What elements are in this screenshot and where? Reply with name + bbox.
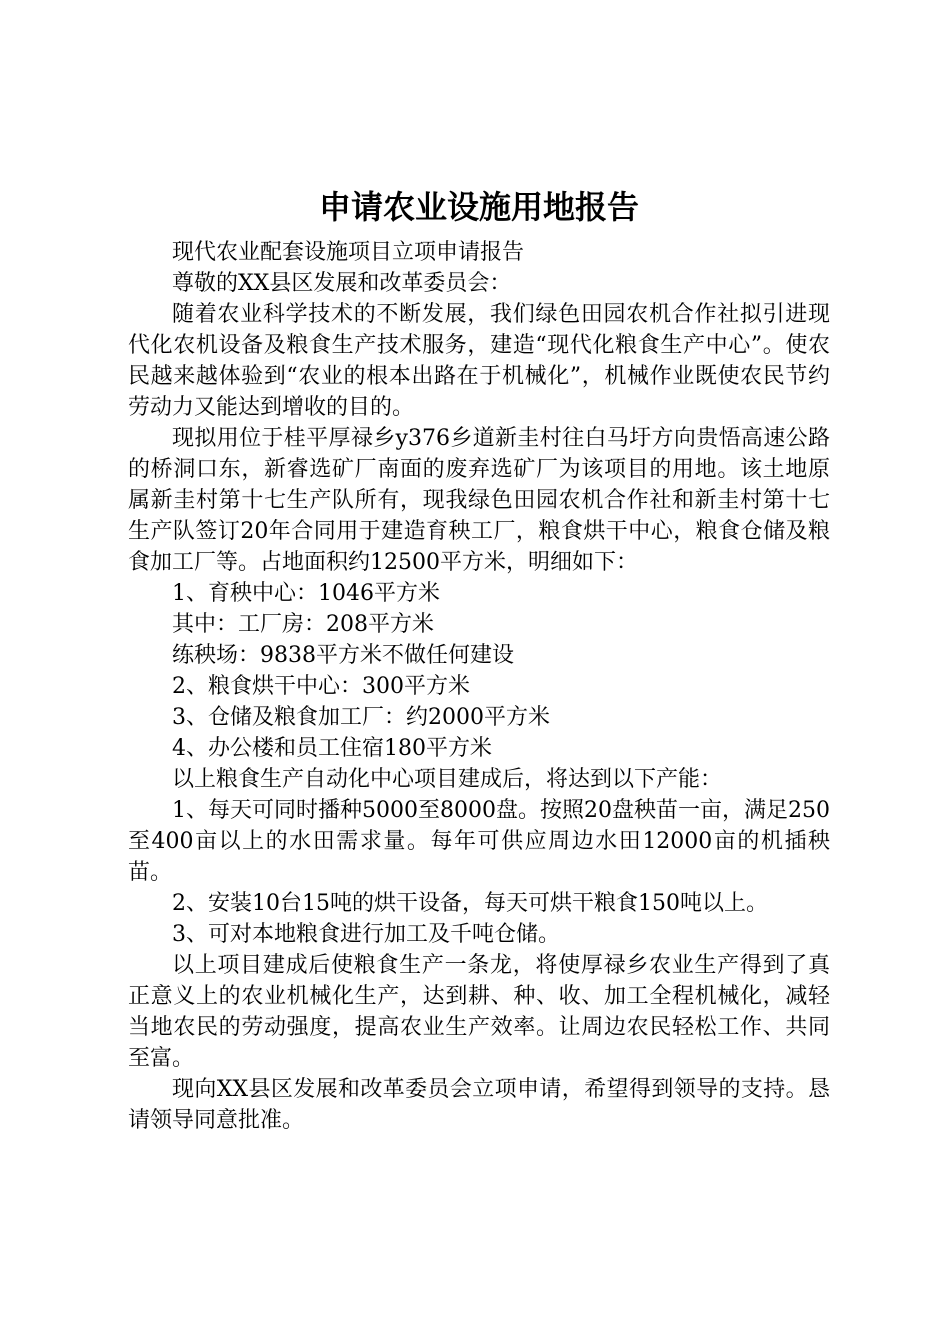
body-paragraph: 现拟用位于桂平厚禄乡y376乡道新圭村往白马圩方向贵悟高速公路的桥洞口东，新睿选矿厂南面的废弃选矿厂为该项目的用地。该土地原属新圭村第十七生产队所有，现我绿色田园农机合作社和新圭村第十七生产队签订20年合同用于建造育秧工厂，粮食烘干中心，粮食仓储及粮食加工厂等。占地面积约12500平方米，明细如下： <box>128 426 830 575</box>
list-item: 练秧场：9838平方米不做任何建设 <box>172 643 514 668</box>
closing-paragraph: 现向XX县区发展和改革委员会立项申请，希望得到领导的支持。恳请领导同意批准。 <box>128 1077 830 1133</box>
list-item: 2、粮食烘干中心：300平方米 <box>172 674 470 699</box>
list-item: 其中：工厂房：208平方米 <box>172 612 434 637</box>
list-item: 4、办公楼和员工住宿180平方米 <box>172 736 492 761</box>
document-body <box>128 237 830 1136</box>
salutation-paragraph: 尊敬的XX县区发展和改革委员会： <box>172 271 512 296</box>
capacity-item: 1、每天可同时播种5000至8000盘。按照20盘秧苗一亩，满足250至400亩以上的水田需求量。每年可供应周边水田12000亩的机插秧苗。 <box>128 798 830 885</box>
capacity-item: 3、可对本地粮食进行加工及千吨仓储。 <box>172 922 560 947</box>
document-page <box>128 183 830 1136</box>
body-paragraph: 随着农业科学技术的不断发展，我们绿色田园农机合作社拟引进现代化农机设备及粮食生产技术服务，建造“现代化粮食生产中心”。使农民越来越体验到“农业的根本出路在于机械化”，机械作业既使农民节约劳动力又能达到增收的目的。 <box>128 302 830 420</box>
document-title: 申请农业设施用地报告 <box>318 188 639 226</box>
capacity-item: 2、安装10台15吨的烘干设备，每天可烘干粮食150吨以上。 <box>172 891 768 916</box>
body-paragraph: 以上项目建成后使粮食生产一条龙，将使厚禄乡农业生产得到了真正意义上的农业机械化生产，达到耕、种、收、加工全程机械化，减轻当地农民的劳动强度，提高农业生产效率。让周边农民轻松工作、共同至富。 <box>128 953 830 1071</box>
list-item: 3、仓储及粮食加工厂：约2000平方米 <box>172 705 550 730</box>
subtitle-paragraph: 现代农业配套设施项目立项申请报告 <box>172 240 525 265</box>
list-item: 1、育秧中心：1046平方米 <box>172 581 440 606</box>
body-paragraph: 以上粮食生产自动化中心项目建成后，将达到以下产能： <box>172 767 723 792</box>
